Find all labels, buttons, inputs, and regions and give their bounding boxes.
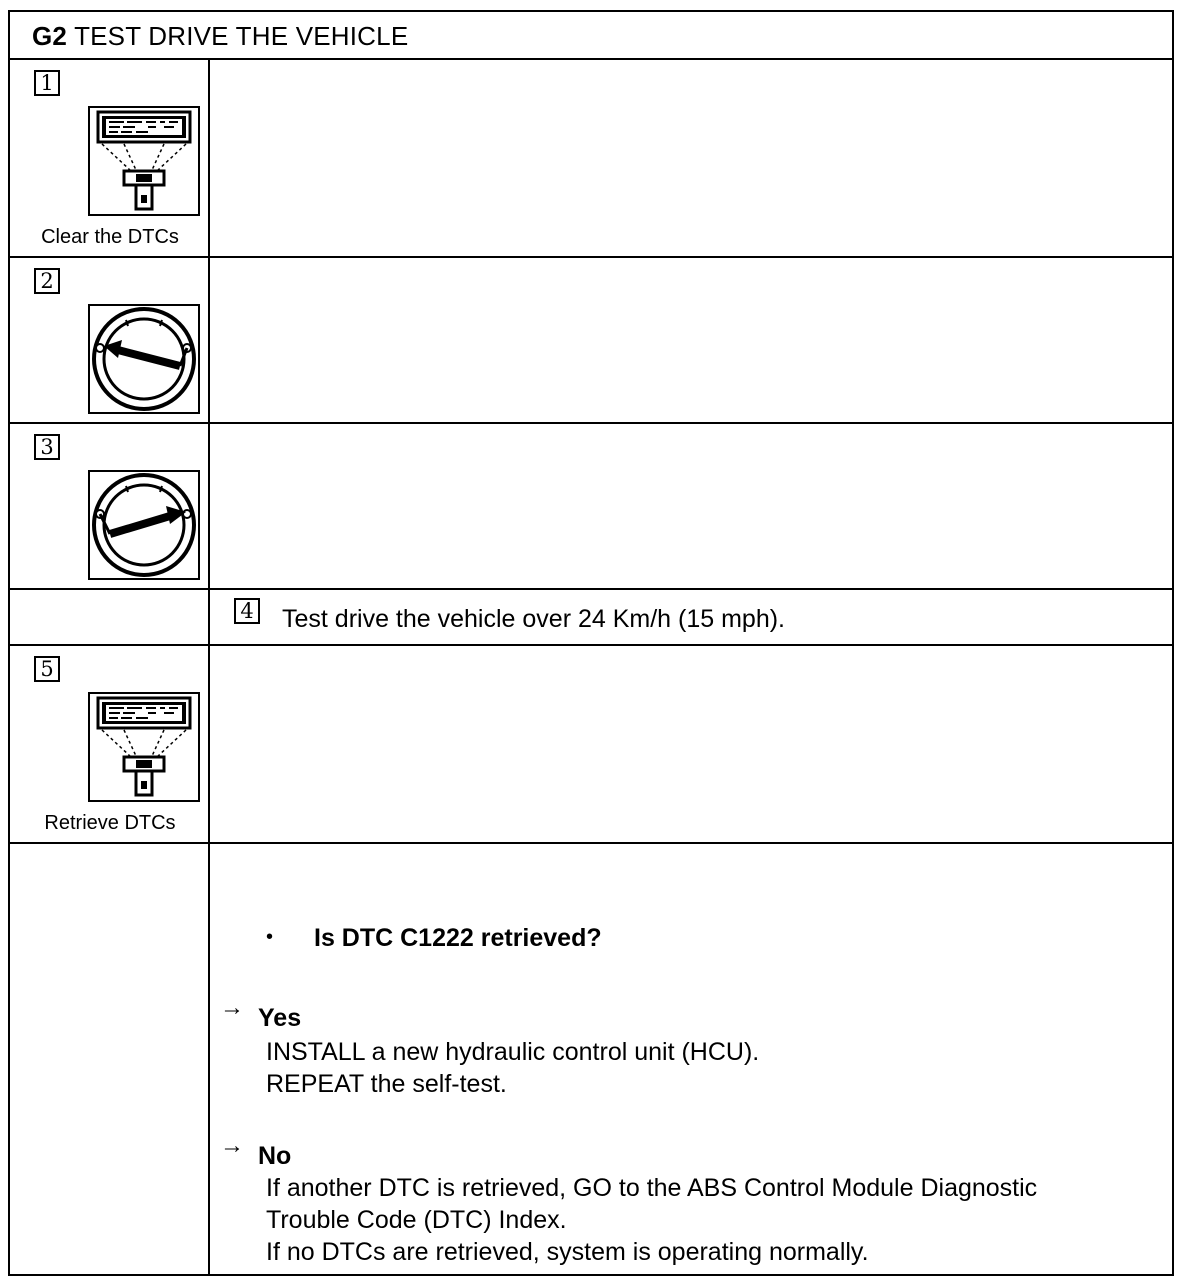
step-row-2 [10, 258, 1172, 424]
step-1-number: 1 [34, 70, 60, 96]
no-arrow-icon: → [220, 1132, 244, 1159]
yes-line-1: INSTALL a new hydraulic control unit (HCU). [266, 1038, 760, 1066]
step-1-content [210, 60, 1172, 256]
step-row-5 [10, 646, 1172, 844]
step-2-icon-cell [10, 258, 210, 422]
step-5-icon-cell [10, 646, 210, 842]
step-4-number: 4 [234, 598, 260, 624]
step-row-1 [10, 60, 1172, 258]
diagnostic-table [8, 10, 1174, 1276]
table-header [10, 12, 1172, 60]
step-4-content [210, 590, 1172, 644]
step-2-number: 2 [34, 268, 60, 294]
header-title [32, 21, 408, 52]
step-5-content [210, 646, 1172, 842]
question-empty-cell [10, 844, 210, 1274]
scan-tool-icon [88, 106, 200, 216]
step-row-3 [10, 424, 1172, 590]
yes-arrow-icon: → [220, 994, 244, 1021]
question-content [210, 844, 1172, 1274]
question-text: Is DTC C1222 retrieved? [314, 924, 602, 952]
header-title-text: TEST DRIVE THE VEHICLE [74, 21, 409, 51]
step-3-number: 3 [34, 434, 60, 460]
header-code: G2 [32, 21, 68, 51]
no-label: No [258, 1142, 292, 1170]
ignition-off-icon [88, 304, 200, 414]
step-4-text: Test drive the vehicle over 24 Km/h (15 mph). [282, 605, 786, 633]
no-line-1: If another DTC is retrieved, GO to the ABS Control Module Diagnostic [266, 1174, 1038, 1202]
ignition-on-icon [88, 470, 200, 580]
yes-line-2: REPEAT the self-test. [266, 1070, 507, 1098]
question-bullet: • [266, 926, 274, 948]
step-1-caption: Clear the DTCs [41, 226, 179, 248]
question-row [10, 844, 1172, 1274]
step-4-empty-cell [10, 590, 210, 644]
no-line-3: If no DTCs are retrieved, system is operating normally. [266, 1238, 869, 1266]
no-line-2: Trouble Code (DTC) Index. [266, 1206, 567, 1234]
step-2-content [210, 258, 1172, 422]
step-row-4 [10, 590, 1172, 646]
yes-label: Yes [258, 1004, 302, 1032]
step-3-content [210, 424, 1172, 588]
scan-tool-icon [88, 692, 200, 802]
step-1-icon-cell [10, 60, 210, 256]
step-5-number: 5 [34, 656, 60, 682]
step-3-icon-cell [10, 424, 210, 588]
step-5-caption: Retrieve DTCs [44, 812, 176, 834]
